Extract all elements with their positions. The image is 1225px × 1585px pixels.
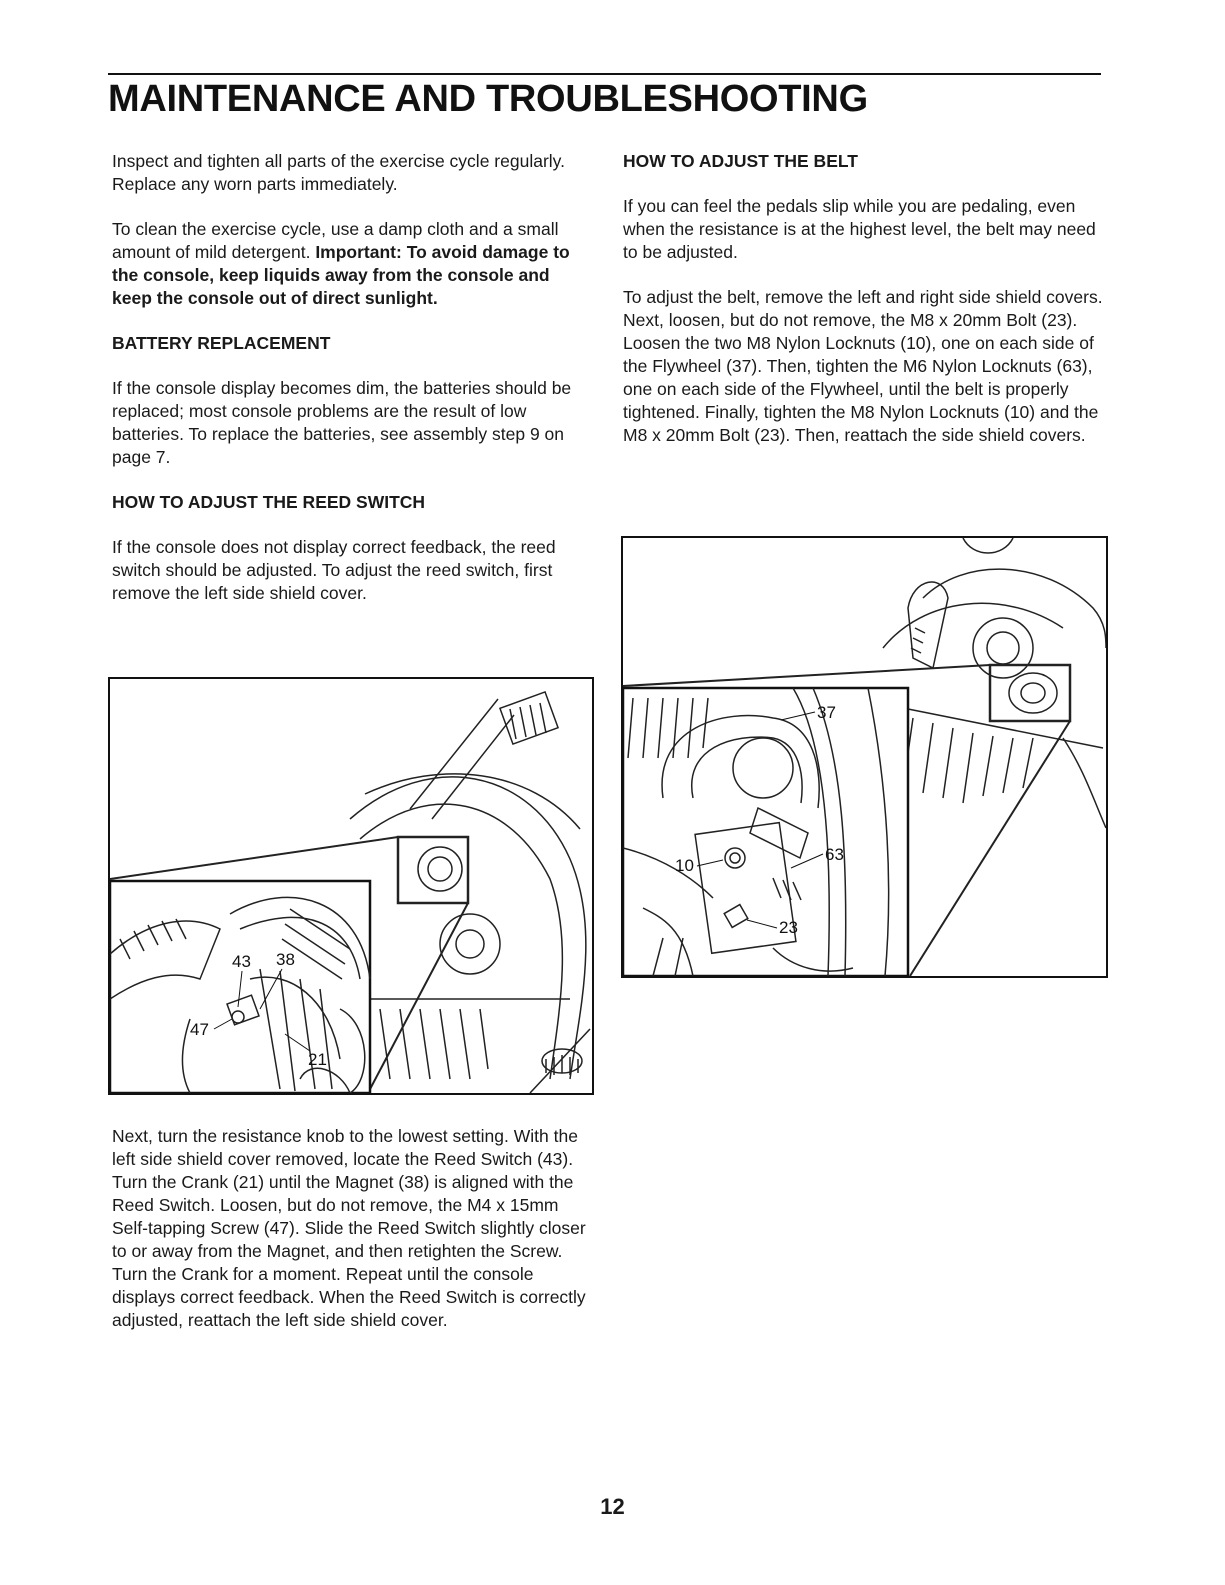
belt-paragraph-2: To adjust the belt, remove the left and right side shield covers. Next, loosen, but do not remove, the M8 x 20mm Bolt (23). Loosen the two M8 Nylon Locknuts (10), one on each side of the Flywheel (37). Then, tighten the M6 Nylon Locknuts (63), one on each side of the Flywheel, until the belt is properly tightened. Finally, tighten the M8 Nylon Locknuts (10) and the M8 x 20mm Bolt (23). Then, reattach the side shield covers. <box>623 287 1103 445</box>
battery-heading: BATTERY REPLACEMENT <box>112 333 331 353</box>
reed-switch-steps-paragraph: Next, turn the resistance knob to the lowest setting. With the left side shield cover removed, locate the Reed Switch (43). Turn the Crank (21) until the Magnet (38) is aligned with the Reed Switch. Loosen, but do not remove, the M4 x 15mm Self-tapping Screw (47). Slide the Reed Switch slightly closer to or away from the Magnet, and then retighten the Screw. Turn the Crank for a moment. Repeat until the console displays correct feedback. When the Reed Switch is correctly adjusted, reattach the left side shield cover. <box>112 1126 586 1330</box>
reed-switch-figure <box>108 677 594 1095</box>
callout-63: 63 <box>825 845 844 864</box>
callout-37: 37 <box>817 703 836 722</box>
important-warning: Important: To avoid damage to the console, keep liquids away from the console and keep the console out of direct sunlight. <box>112 242 570 308</box>
callout-43: 43 <box>232 952 251 971</box>
callout-38: 38 <box>276 950 295 969</box>
belt-adjust-illustration <box>623 538 1106 976</box>
inspect-paragraph: Inspect and tighten all parts of the exercise cycle regularly. Replace any worn parts immediately. <box>112 151 565 194</box>
belt-heading: HOW TO ADJUST THE BELT <box>623 151 858 171</box>
left-column <box>112 150 592 627</box>
page-number: 12 <box>600 1494 625 1519</box>
battery-paragraph: If the console display becomes dim, the batteries should be replaced; most console problems are the result of low batteries. To replace the batteries, see assembly step 9 on page 7. <box>112 378 572 467</box>
belt-paragraph-1: If you can feel the pedals slip while you are pedaling, even when the resistance is at the highest level, the belt may need to be adjusted. <box>623 196 1096 262</box>
reed-switch-heading: HOW TO ADJUST THE REED SWITCH <box>112 492 426 512</box>
callout-21: 21 <box>308 1050 327 1069</box>
cleaning-text: To clean the exercise cycle, use a damp cloth and a small amount of mild detergent. <box>112 219 559 262</box>
right-column <box>623 150 1103 469</box>
cleaning-paragraph <box>112 218 592 310</box>
callout-10: 10 <box>675 856 694 875</box>
reed-switch-illustration <box>110 679 592 1093</box>
page-title: MAINTENANCE AND TROUBLESHOOTING <box>108 78 868 120</box>
reed-switch-steps <box>112 1125 592 1354</box>
belt-adjust-figure <box>621 536 1108 978</box>
reed-switch-paragraph: If the console does not display correct feedback, the reed switch should be adjusted. To adjust the reed switch, first remove the left side shield cover. <box>112 537 556 603</box>
callout-23: 23 <box>779 918 798 937</box>
callout-47: 47 <box>190 1020 209 1039</box>
title-rule <box>108 73 1101 75</box>
